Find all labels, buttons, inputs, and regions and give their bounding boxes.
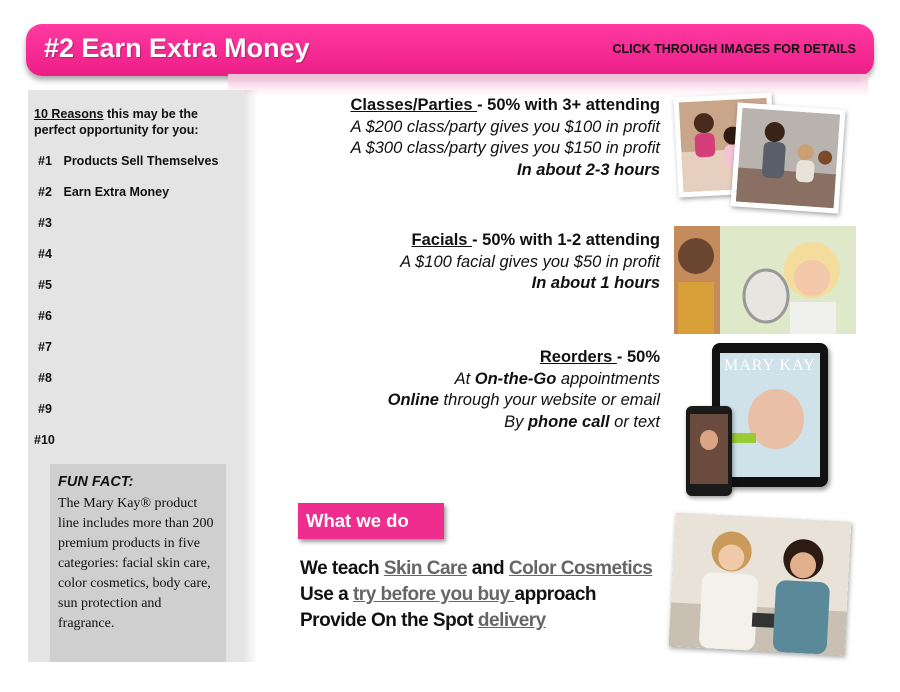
reason-number: #9: [38, 402, 52, 416]
two-women-tablet-image: [669, 512, 852, 655]
reorders-on-the-go: On-the-Go: [474, 369, 557, 388]
header-banner: [26, 24, 874, 76]
classes-parties-link[interactable]: Classes/Parties: [350, 96, 478, 114]
reorders-line-2: [388, 390, 660, 412]
reason-label: Earn Extra Money: [63, 185, 170, 199]
reason-number: #4: [38, 247, 52, 261]
classes-heading-rest: - 50% with 3+ attending: [477, 96, 660, 114]
reason-number: #7: [38, 340, 52, 354]
sidebar-item-reason-7[interactable]: [38, 340, 60, 354]
wwd-line-3-pre: Provide On the Spot: [300, 610, 478, 631]
sidebar-item-reason-10[interactable]: [34, 433, 56, 447]
banner-glow: [228, 74, 868, 96]
tablet-brand: MARY KAY: [724, 357, 816, 374]
reason-number: #1: [38, 154, 52, 168]
what-we-do-line-1: [300, 558, 652, 580]
reorders-line-2-post: through your website or email: [438, 391, 660, 409]
party-demo-image: [736, 108, 840, 209]
what-we-do-line-2: [300, 584, 596, 606]
sidebar-item-reason-6[interactable]: [38, 309, 60, 323]
facials-photo[interactable]: [674, 226, 856, 334]
wwd-line-1-mid: and: [467, 558, 509, 579]
facials-line-2: In about 1 hours: [531, 274, 660, 292]
reorders-line-3-pre: By: [504, 412, 528, 431]
what-we-do-line-3: [300, 610, 546, 632]
reorders-line-1: [388, 369, 660, 391]
sidebar-shadow: [244, 90, 258, 662]
tablet-screen: [720, 353, 820, 477]
classes-parties-section: [351, 95, 661, 181]
fun-fact-box: [50, 464, 226, 662]
facials-link[interactable]: Facials: [411, 231, 473, 249]
what-we-do-label: What we do: [298, 503, 444, 539]
reason-number: #3: [38, 216, 52, 230]
reorders-link[interactable]: Reorders: [539, 348, 617, 366]
phone-screen: [690, 414, 728, 484]
reason-number: #5: [38, 278, 52, 292]
classes-line-1: A $200 class/party gives you $100 in profit: [350, 117, 660, 136]
reorders-heading-rest: - 50%: [616, 348, 660, 366]
classes-line-2: A $300 class/party gives you $150 in profit: [350, 139, 660, 157]
reorders-phone-call: phone call: [527, 412, 610, 431]
sidebar-item-reason-1[interactable]: [38, 154, 218, 168]
reason-label: Products Sell Themselves: [63, 154, 219, 168]
reorders-line-3-post: or text: [609, 412, 660, 431]
tablet-face: [748, 389, 804, 449]
sidebar-item-reason-8[interactable]: [38, 371, 60, 385]
wwd-line-1-pre: We teach: [300, 558, 384, 579]
sidebar-intro-text: this may be the perfect opportunity for you:: [34, 107, 199, 137]
reorders-online: Online: [387, 391, 439, 409]
click-through-hint: CLICK THROUGH IMAGES FOR DETAILS: [612, 42, 856, 56]
reorders-line-1-pre: At: [454, 369, 475, 388]
skin-care-link[interactable]: Skin Care: [383, 558, 468, 579]
reason-number: #2: [38, 185, 52, 199]
classes-line-3: In about 2-3 hours: [516, 160, 660, 179]
fun-fact-title: FUN FACT:: [58, 474, 134, 490]
reason-number: #10: [34, 433, 55, 447]
phone-face: [700, 430, 718, 450]
facials-line-1: A $100 facial gives you $50 in profit: [400, 252, 660, 271]
ten-reasons-link[interactable]: 10 Reasons: [34, 107, 104, 121]
phone-device[interactable]: [686, 406, 732, 496]
wwd-line-2-post: approach: [514, 584, 597, 605]
facial-mirror-image: [674, 226, 856, 334]
sidebar-item-reason-9[interactable]: [38, 402, 60, 416]
reorders-section: [388, 347, 660, 433]
facials-heading-rest: - 50% with 1-2 attending: [472, 231, 660, 249]
sidebar-item-reason-3[interactable]: [38, 216, 60, 230]
delivery-link[interactable]: delivery: [477, 610, 546, 631]
reason-number: #6: [38, 309, 52, 323]
classes-heading: [351, 95, 661, 117]
color-cosmetics-link[interactable]: Color Cosmetics: [508, 558, 653, 579]
wwd-line-2-pre: Use a: [300, 584, 353, 605]
sidebar-item-reason-2[interactable]: [38, 185, 169, 199]
reorders-heading: [388, 347, 660, 369]
sidebar-item-reason-4[interactable]: [38, 247, 60, 261]
what-we-do-photo[interactable]: [669, 512, 852, 655]
sidebar-intro: [34, 106, 234, 138]
reorders-line-3: [388, 412, 660, 434]
reason-number: #8: [38, 371, 52, 385]
classes-photo-2[interactable]: [731, 102, 846, 213]
sidebar-item-reason-5[interactable]: [38, 278, 60, 292]
fun-fact-body: The Mary Kay® product line includes more than 200 premium products in five categories: facial skin care, color cosmetics, body care, sun protection and fragrance.: [58, 496, 214, 631]
reorders-line-1-post: appointments: [556, 369, 660, 388]
try-before-you-buy-link[interactable]: try before you buy: [352, 584, 515, 605]
page-title: #2 Earn Extra Money: [44, 33, 310, 63]
facials-heading: [400, 230, 660, 252]
facials-section: [400, 230, 660, 295]
